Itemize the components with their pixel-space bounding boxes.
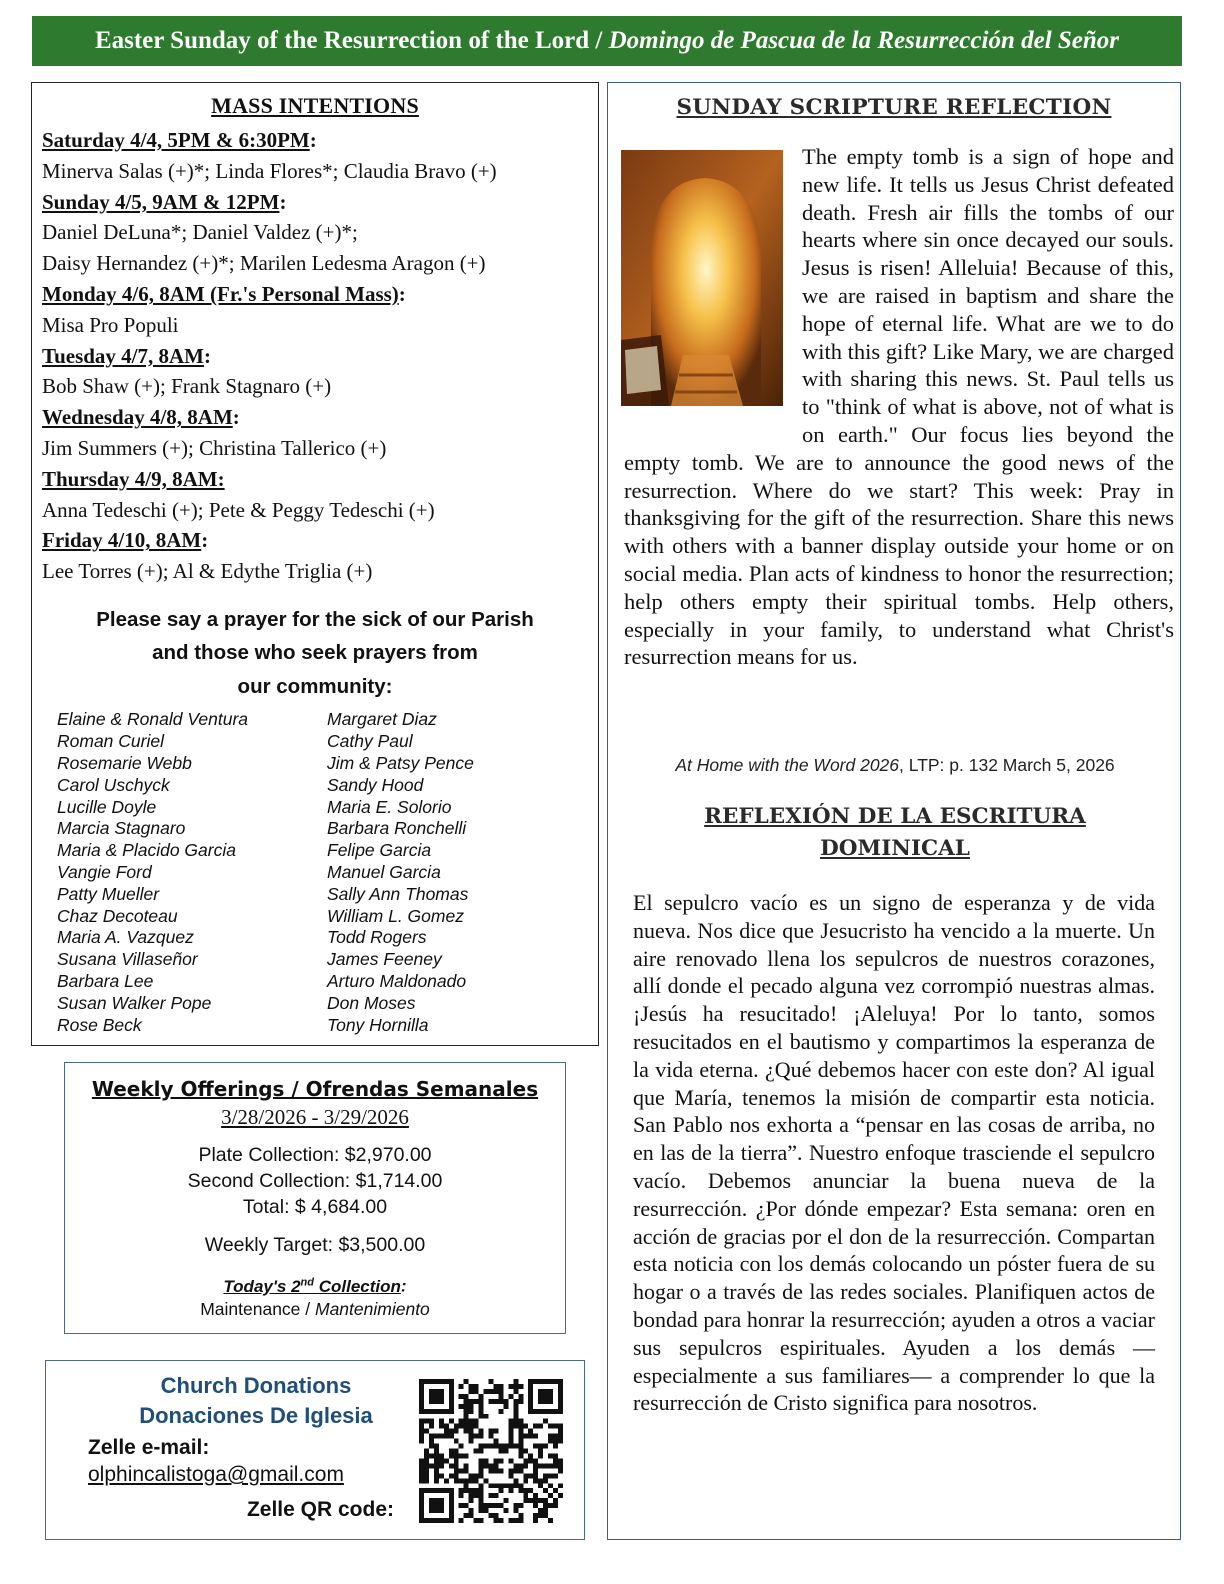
mass-names: Daniel DeLuna*; Daniel Valdez (+)*; <box>42 220 358 245</box>
banner-title-es: Domingo de Pascua de la Resurrección del Señor <box>608 27 1120 54</box>
reflection-text-es: El sepulcro vacío es un signo de esperanza y de vida nueva. Nos dice que Jesucristo ha vencido a la muerte. Un aire renovado llena los sepulcros de nuestros corazones, allí donde el pecado alguna vez corrompió nuestras almas. ¡Jesús ha resucitado! ¡Aleluya! Por lo tanto, somos resucitados en el bautismo y compartimos la esperanza de la vida eterna. ¿Qué debemos hacer con este don? Al igual que María, tenemos la misión de compartir esta noticia. San Pablo nos exhorta a “pensar en las cosas de arriba, no en las de la tierra”. Nuestro enfoque trasciende el sepulcro vacío. Debemos anunciar la buena nueva de la resurrección. ¿Por dónde empezar? Esta semana: oren en acción de gracias por el don de la resurrección. Compartan esta noticia con los demás colocando un póster fuera de su hogar o a través de las redes sociales. Planifiquen actos de bondad para honrar la resurrección; ayuden a otros a vaciar sus sepulcros espirituales. Ayuden a los demás —especialmente a sus familiares— a comprender lo que la resurrección de Cristo significa para nosotros. <box>633 890 1155 1416</box>
mass-intentions-box <box>31 82 599 1046</box>
sick-list-name: Rosemarie Webb <box>57 753 192 774</box>
donations-title-en: Church Donations <box>160 1373 352 1398</box>
reflection-heading-en: SUNDAY SCRIPTURE REFLECTION <box>676 95 1112 120</box>
mass-intentions-list <box>42 125 598 587</box>
mass-day-thursday: Thursday 4/9, 8AM: <box>42 466 225 491</box>
mass-day-monday: Monday 4/6, 8AM (Fr.'s Personal Mass): <box>42 281 406 306</box>
mass-day-sunday: Sunday 4/5, 9AM & 12PM: <box>42 189 287 214</box>
page-banner <box>32 16 1182 66</box>
zelle-qr-label: Zelle QR code: <box>246 1498 394 1521</box>
zelle-email-label: Zelle e-mail: <box>88 1436 210 1459</box>
sick-list-name: Cathy Paul <box>327 731 413 752</box>
prayer-request-heading: Please say a prayer for the sick of our Parish and those who seek prayers from our community: <box>96 607 534 698</box>
collection-total: Total: $ 4,684.00 <box>242 1196 388 1218</box>
scripture-reflection-box <box>607 82 1181 1540</box>
zelle-email-link[interactable]: olphincalistoga@gmail.com <box>88 1463 344 1486</box>
second-collection-purpose: Maintenance / Mantenimiento <box>200 1298 430 1319</box>
sick-list-name: Maria A. Vazquez <box>57 927 194 948</box>
sick-list-name: Roman Curiel <box>57 731 164 752</box>
sick-list-name: Don Moses <box>327 992 416 1013</box>
reflection-text-en: The empty tomb is a sign of hope and new life. It tells us Jesus Christ defeated death. Fresh air fills the tombs of our hearts where sin once decayed our souls. Jesus is risen! Alleluia! Because of this, we are raised in baptism and share the hope of eternal life. What are we to do with this gift? Like Mary, we are charged with sharing this news. St. Paul tells us to "think of what is above, not of what is on earth." Our focus lies beyond the empty tomb. We are to announce the good news of the resurrection. Where do we start? This week: Pray in thanksgiving for the gift of the resurrection. Share this news with others with a banner display outside your home or on social media. Plan acts of kindness to honor the resurrection; help others empty their spiritual tombs. Help others, especially in your family, to understand what Christ's resurrection means for us. <box>624 144 1174 670</box>
second-collection: Second Collection: $1,714.00 <box>187 1170 443 1192</box>
sick-list-name: Jim & Patsy Pence <box>327 753 474 774</box>
reflection-citation: At Home with the Word 2026, LTP: p. 132 March 5, 2026 <box>675 755 1115 775</box>
sick-list-name: Lucille Doyle <box>57 796 157 817</box>
mass-names: Bob Shaw (+); Frank Stagnaro (+) <box>42 374 332 399</box>
mass-day-friday: Friday 4/10, 8AM: <box>42 528 209 553</box>
banner-title-en: Easter Sunday of the Resurrection of the Lord / <box>94 27 603 54</box>
sick-list-name: James Feeney <box>327 949 442 970</box>
sick-list-name: Marcia Stagnaro <box>57 818 186 839</box>
weekly-offerings-box <box>64 1062 566 1334</box>
sick-list-name: Arturo Maldonado <box>327 971 467 992</box>
mass-names: Misa Pro Populi <box>42 312 179 337</box>
sick-list-name: Barbara Ronchelli <box>327 818 467 839</box>
weekly-target: Weekly Target: $3,500.00 <box>204 1234 426 1256</box>
sick-list-name: Maria & Placido Garcia <box>57 840 236 861</box>
sick-list-name: Vangie Ford <box>57 862 152 883</box>
sick-list-name: Manuel Garcia <box>327 862 441 883</box>
mass-names: Anna Tedeschi (+); Pete & Peggy Tedeschi (+) <box>42 497 435 522</box>
sick-list-name: Sandy Hood <box>327 774 424 795</box>
sick-list-name: Margaret Diaz <box>327 709 437 730</box>
sick-list-name: Sally Ann Thomas <box>327 883 469 904</box>
second-collection-label: Today's 2nd Collection: <box>223 1276 407 1296</box>
sick-list-name: William L. Gomez <box>327 905 464 926</box>
reflection-heading-es: REFLEXIÓN DE LA ESCRITURA DOMINICAL <box>704 804 1086 861</box>
sick-list-name: Patty Mueller <box>57 883 160 904</box>
sick-list <box>32 709 598 1036</box>
mass-intentions-heading: MASS INTENTIONS <box>211 93 419 118</box>
church-donations-box <box>45 1360 585 1540</box>
zelle-qr-code[interactable] <box>419 1379 563 1523</box>
sick-list-name: Barbara Lee <box>57 971 154 992</box>
sick-list-name: Carol Uschyck <box>57 774 170 795</box>
mass-day-wednesday: Wednesday 4/8, 8AM: <box>42 405 240 430</box>
sick-list-name: Susan Walker Pope <box>57 992 212 1013</box>
sick-list-name: Chaz Decoteau <box>57 905 178 926</box>
sick-list-name: Todd Rogers <box>327 927 427 948</box>
plate-collection: Plate Collection: $2,970.00 <box>198 1144 432 1166</box>
mass-day-saturday: Saturday 4/4, 5PM & 6:30PM: <box>42 128 317 152</box>
sick-list-name: Tony Hornilla <box>327 1014 429 1035</box>
mass-names: Daisy Hernandez (+)*; Marilen Ledesma Aragon (+) <box>42 251 486 276</box>
sick-list-name: Rose Beck <box>57 1014 142 1035</box>
offerings-date-range: 3/28/2026 - 3/29/2026 <box>221 1105 409 1129</box>
donations-title-es: Donaciones De Iglesia <box>139 1403 373 1428</box>
sick-list-name: Elaine & Ronald Ventura <box>57 709 249 730</box>
mass-names: Lee Torres (+); Al & Edythe Triglia (+) <box>42 559 373 584</box>
mass-day-tuesday: Tuesday 4/7, 8AM: <box>42 343 212 368</box>
mass-names: Minerva Salas (+)*; Linda Flores*; Claudia Bravo (+) <box>42 158 497 183</box>
sick-list-name: Felipe Garcia <box>327 840 432 861</box>
sick-list-name: Maria E. Solorio <box>327 796 452 817</box>
sick-list-left-column <box>57 709 327 1036</box>
sick-list-name: Susana Villaseñor <box>57 949 198 970</box>
mass-names: Jim Summers (+); Christina Tallerico (+) <box>42 435 387 460</box>
sick-list-right-column <box>327 709 567 1036</box>
offerings-title: Weekly Offerings / Ofrendas Semanales <box>91 1077 539 1101</box>
